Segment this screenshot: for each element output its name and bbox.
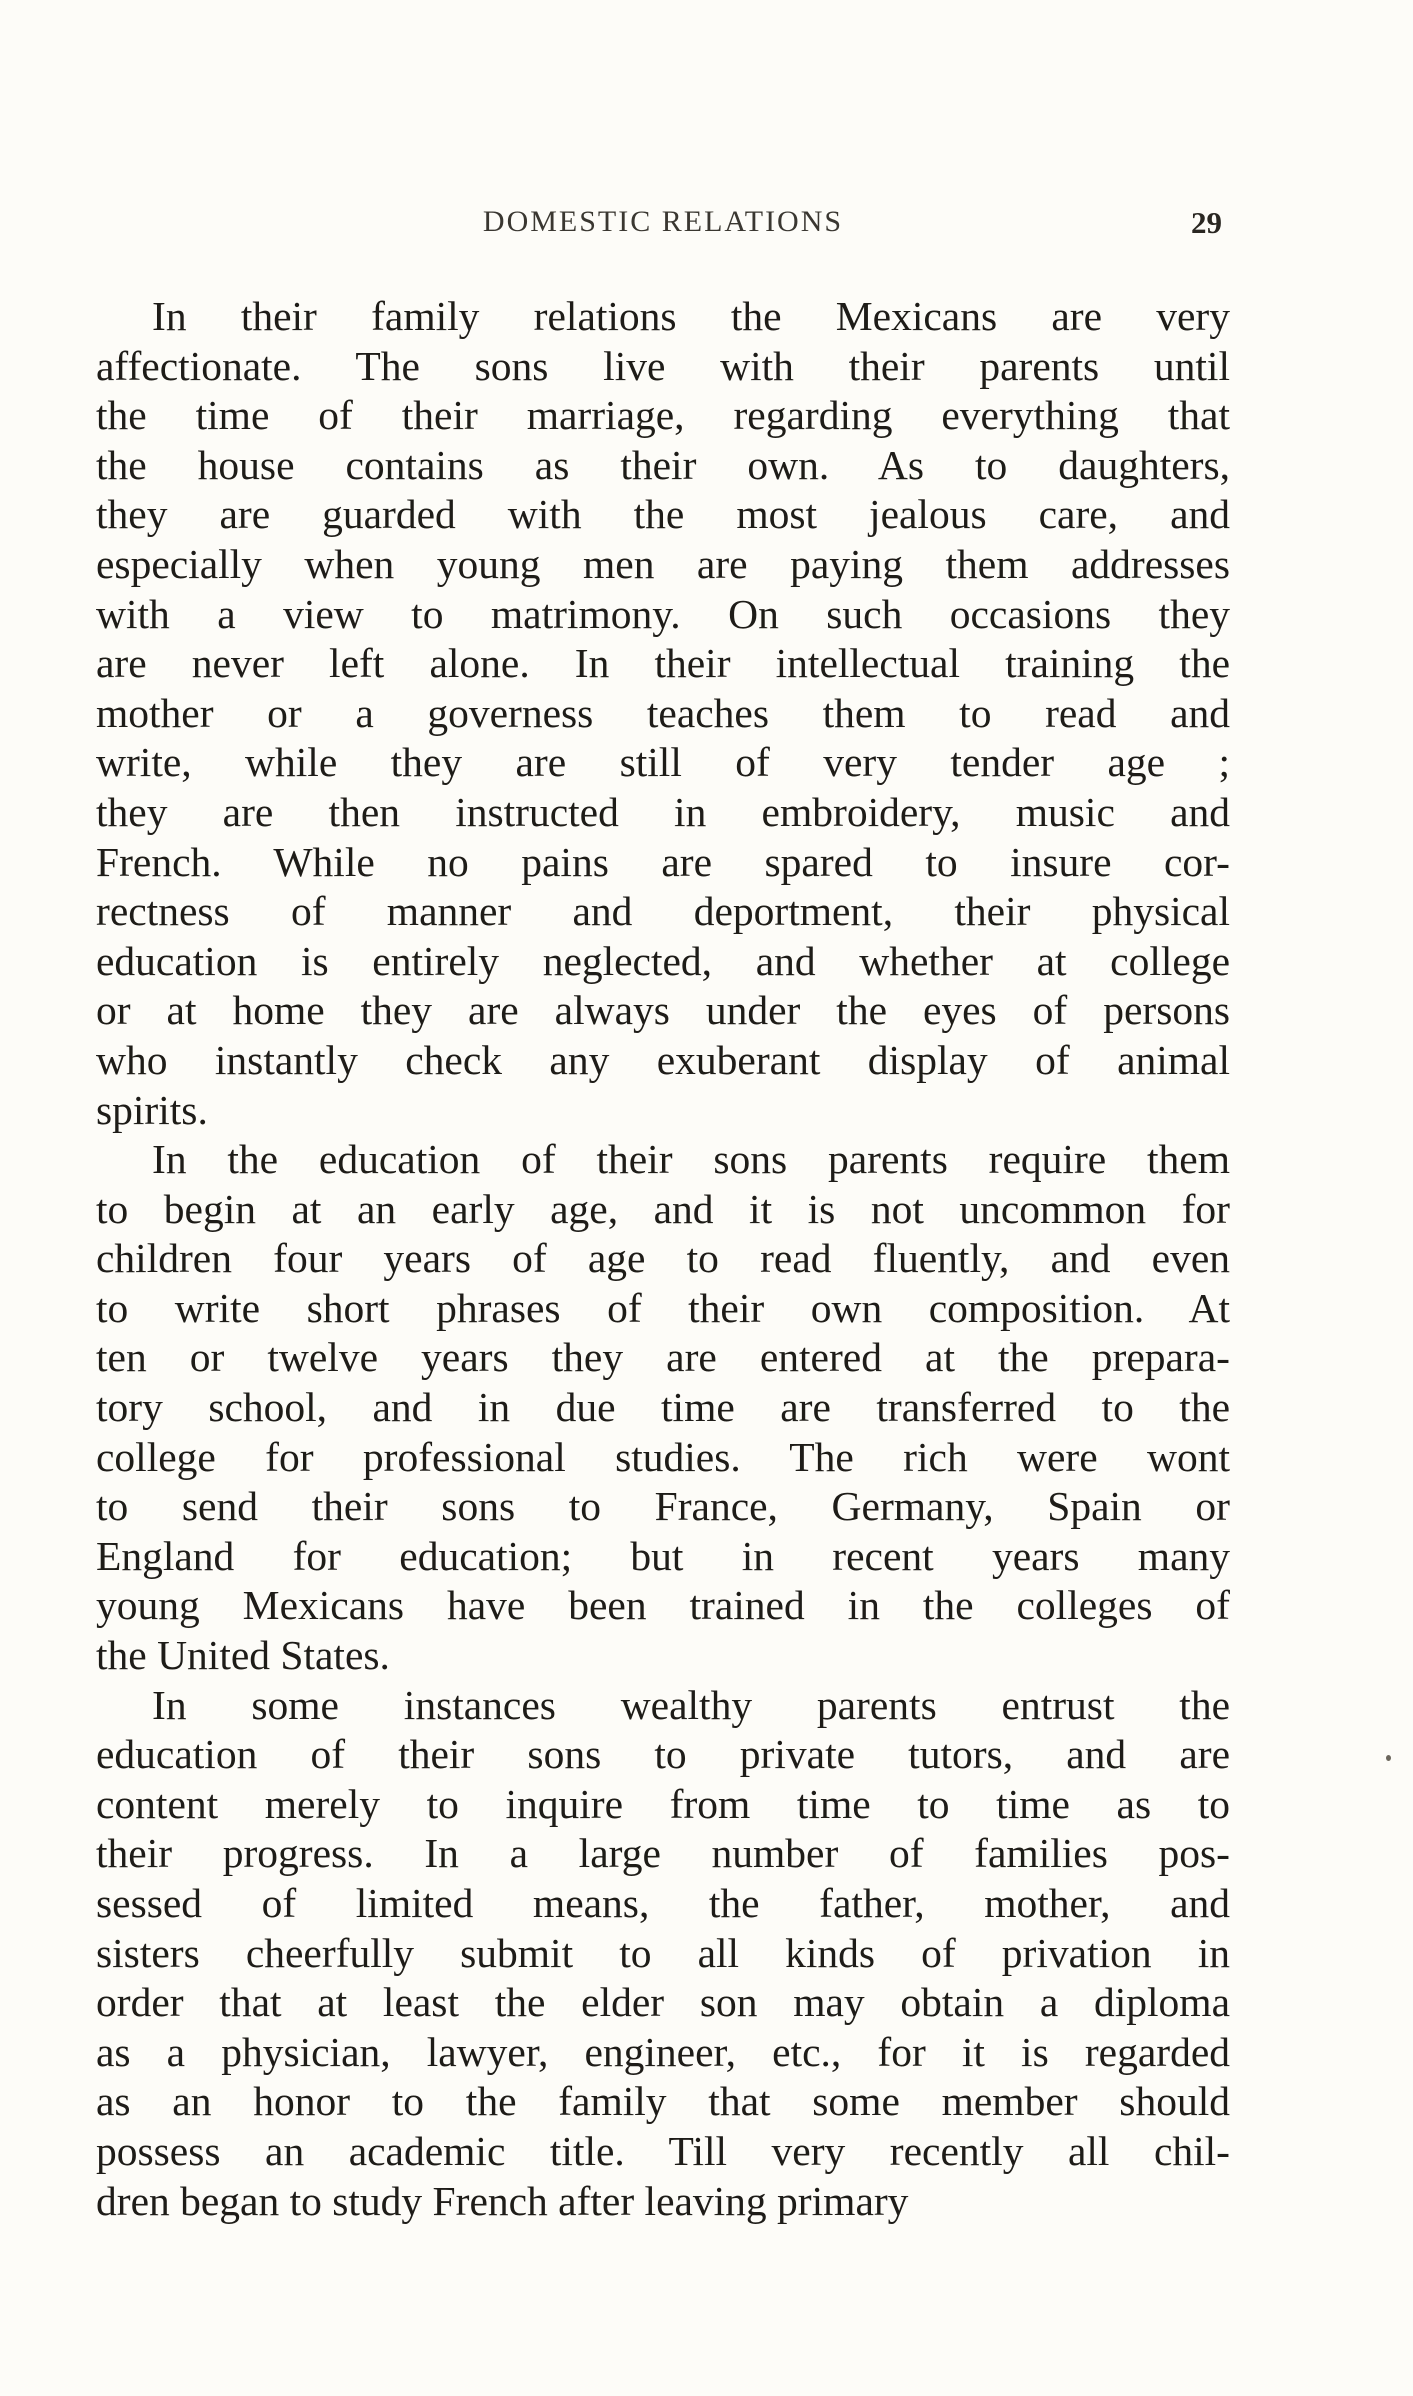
text-line: education is entirely neglected, and whether at college xyxy=(96,937,1230,984)
text-line: sisters cheerfully submit to all kinds of privation in xyxy=(96,1929,1230,1976)
text-line: they are guarded with the most jealous care, and xyxy=(96,491,1230,538)
text-line: they are then instructed in embroidery, music and xyxy=(96,788,1230,835)
text-line: the house contains as their own. As to daughters, xyxy=(96,441,1230,488)
text-line: who instantly check any exuberant display of animal xyxy=(96,1036,1230,1083)
text-line: are never left alone. In their intellectual training the xyxy=(96,640,1230,687)
text-line: especially when young men are paying them addresses xyxy=(96,540,1230,587)
text-line: children four years of age to read fluently, and even xyxy=(96,1235,1230,1282)
text-line: to send their sons to France, Germany, Spain or xyxy=(96,1483,1230,1530)
text-line: In some instances wealthy parents entrust the xyxy=(152,1681,1230,1728)
text-line: dren began to study French after leaving primary xyxy=(96,2177,909,2224)
paragraph-2 xyxy=(96,1135,1230,1681)
text-line: the United States. xyxy=(96,1632,390,1679)
text-line: affectionate. The sons live with their parents until xyxy=(96,342,1230,389)
text-line: ten or twelve years they are entered at the prepara- xyxy=(96,1334,1230,1381)
text-line: young Mexicans have been trained in the colleges of xyxy=(96,1582,1230,1629)
text-line: spirits. xyxy=(96,1086,208,1133)
paper-speck xyxy=(1386,1755,1391,1761)
text-line: French. While no pains are spared to insure cor- xyxy=(96,838,1230,885)
text-line: order that at least the elder son may obtain a diploma xyxy=(96,1979,1230,2026)
text-line: In their family relations the Mexicans are very xyxy=(152,293,1230,339)
text-line: with a view to matrimony. On such occasions they xyxy=(96,590,1230,637)
text-line: England for education; but in recent years many xyxy=(96,1532,1230,1579)
page-number: 29 xyxy=(1191,205,1222,240)
text-line: as a physician, lawyer, engineer, etc., for it is regarded xyxy=(96,2028,1230,2075)
text-line: or at home they are always under the eyes of persons xyxy=(96,987,1230,1034)
text-line: possess an academic title. Till very recently all chil- xyxy=(96,2127,1230,2174)
paragraph-3 xyxy=(96,1681,1230,2227)
text-line: rectness of manner and deportment, their physical xyxy=(96,888,1230,935)
running-header xyxy=(96,205,1230,255)
running-title: DOMESTIC RELATIONS xyxy=(482,205,844,238)
text-line: sessed of limited means, the father, mother, and xyxy=(96,1880,1230,1926)
body-text xyxy=(96,292,1230,2226)
text-line: college for professional studies. The rich were wont xyxy=(96,1433,1230,1480)
text-line: write, while they are still of very tender age ; xyxy=(96,739,1230,786)
text-line: education of their sons to private tutors, and are xyxy=(96,1731,1230,1778)
paragraph-1 xyxy=(96,292,1230,1135)
text-line: as an honor to the family that some member should xyxy=(96,2078,1230,2125)
text-line: mother or a governess teaches them to read and xyxy=(96,689,1230,736)
text-line: their progress. In a large number of families pos- xyxy=(96,1830,1230,1877)
text-line: the time of their marriage, regarding everything that xyxy=(96,392,1230,439)
text-line: tory school, and in due time are transferred to the xyxy=(96,1384,1230,1431)
text-line: content merely to inquire from time to time as to xyxy=(96,1780,1230,1827)
text-line: to write short phrases of their own composition. At xyxy=(96,1284,1230,1331)
text-line: In the education of their sons parents require them xyxy=(152,1136,1230,1183)
text-line: to begin at an early age, and it is not uncommon for xyxy=(96,1185,1230,1232)
